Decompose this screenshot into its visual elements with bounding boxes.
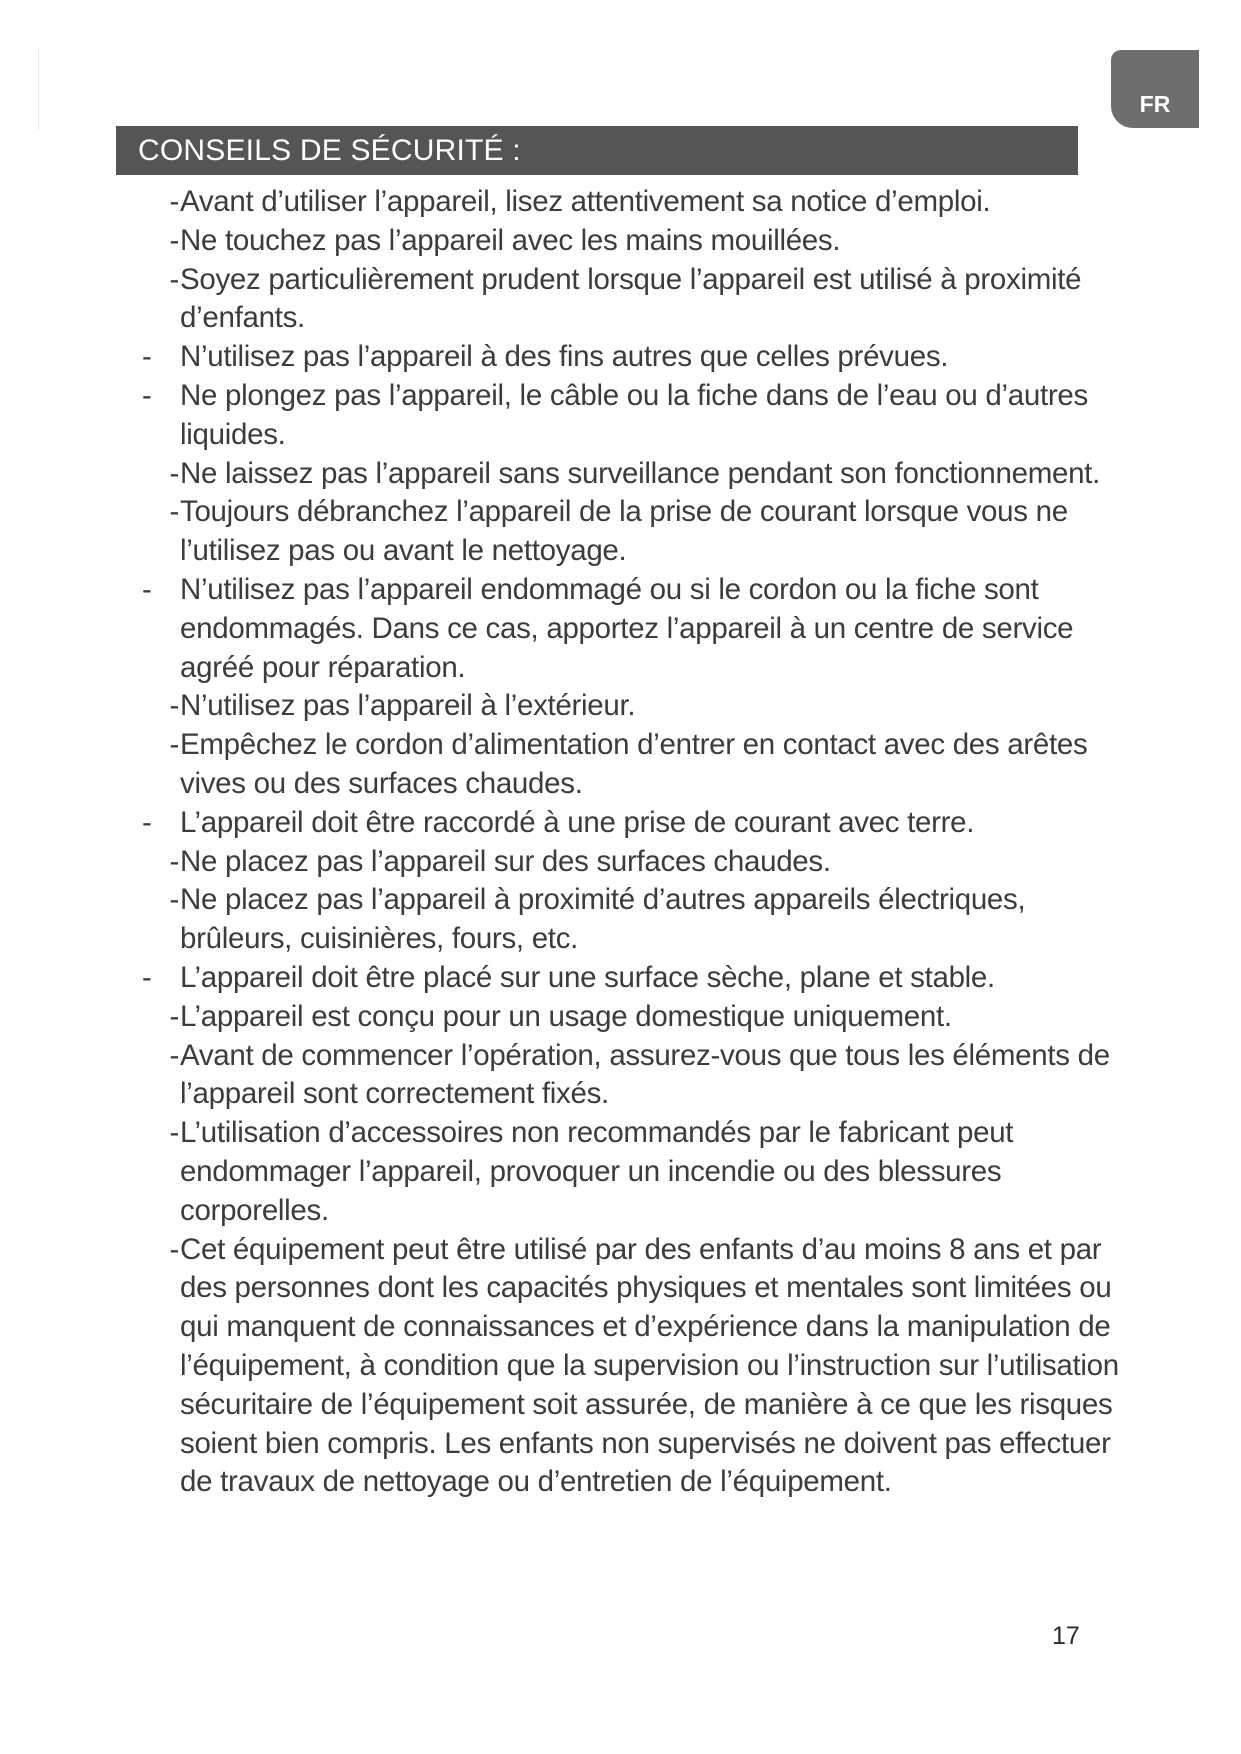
list-item xyxy=(140,881,1120,959)
language-tab: FR xyxy=(1111,50,1199,128)
item-text: L’appareil doit être placé sur une surface sèche, plane et stable. xyxy=(180,960,995,994)
item-text: Ne touchez pas l’appareil avec les mains mouillées. xyxy=(180,223,841,257)
item-text: Toujours débranchez l’appareil de la prise de courant lorsque vous ne l’utilisez pas ou avant le nettoyage. xyxy=(180,495,1068,568)
list-item xyxy=(140,804,1120,843)
bullet-dash: - xyxy=(142,378,152,412)
list-item xyxy=(140,998,1120,1037)
bullet-dash: - xyxy=(169,728,179,762)
page-number: 17 xyxy=(1052,1622,1080,1650)
item-text: Avant de commencer l’opération, assurez-vous que tous les éléments de l’appareil sont correctement fixés. xyxy=(180,1038,1110,1111)
list-item xyxy=(140,377,1120,455)
list-item xyxy=(140,338,1120,377)
item-text: Ne laissez pas l’appareil sans surveillance pendant son fonctionnement. xyxy=(180,456,1100,490)
bullet-dash: - xyxy=(169,883,179,917)
bullet-dash: - xyxy=(169,999,179,1033)
item-text: L’utilisation d’accessoires non recommandés par le fabricant peut endommager l’appareil, provoquer un incendie ou des blessures corporelles. xyxy=(180,1116,1014,1227)
bullet-dash: - xyxy=(142,805,152,839)
item-text: L’appareil doit être raccordé à une prise de courant avec terre. xyxy=(180,805,975,839)
safety-instructions-list xyxy=(140,183,1120,1502)
list-item xyxy=(140,183,1120,222)
bullet-dash: - xyxy=(169,689,179,723)
item-text: N’utilisez pas l’appareil à l’extérieur. xyxy=(180,689,636,723)
item-text: Ne placez pas l’appareil sur des surfaces chaudes. xyxy=(180,844,831,878)
item-text: Ne placez pas l’appareil à proximité d’autres appareils électriques, brûleurs, cuisinières, fours, etc. xyxy=(180,883,1026,956)
section-title: CONSEILS DE SÉCURITÉ : xyxy=(116,126,1078,175)
margin-line xyxy=(38,50,39,130)
list-item xyxy=(140,455,1120,494)
list-item xyxy=(140,1037,1120,1115)
bullet-dash: - xyxy=(169,495,179,529)
item-text: N’utilisez pas l’appareil à des fins autres que celles prévues. xyxy=(180,340,949,374)
bullet-dash: - xyxy=(169,1116,179,1150)
item-text: Cet équipement peut être utilisé par des enfants d’au moins 8 ans et par des personnes dont les capacités physiques et mentales sont limitées ou qui manquent de connaissances et d’expérience dans la manipulation de l’équipement, à condition que la supervision ou l’instruction sur l’utilisation sécuritaire de l’équipement soit assurée, de manière à ce que les risques soient bien compris. Les enfants non supervisés ne doivent pas effectuer de travaux de nettoyage ou d’entretien de l’équipement. xyxy=(180,1232,1119,1499)
bullet-dash: - xyxy=(169,1038,179,1072)
list-item xyxy=(140,726,1120,804)
list-item xyxy=(140,571,1120,687)
bullet-dash: - xyxy=(142,960,152,994)
item-text: N’utilisez pas l’appareil endommagé ou si le cordon ou la fiche sont endommagés. Dans ce cas, apportez l’appareil à un centre de service agréé pour réparation. xyxy=(180,572,1074,684)
list-item xyxy=(140,843,1120,882)
bullet-dash: - xyxy=(169,1232,179,1266)
list-item xyxy=(140,261,1120,339)
list-item xyxy=(140,493,1120,571)
item-text: Avant d’utiliser l’appareil, lisez attentivement sa notice d’emploi. xyxy=(180,185,991,218)
bullet-dash: - xyxy=(169,262,179,296)
item-text: Ne plongez pas l’appareil, le câble ou la fiche dans de l’eau ou d’autres liquides. xyxy=(180,378,1088,451)
list-item xyxy=(140,1231,1120,1503)
bullet-dash: - xyxy=(169,185,179,218)
bullet-dash: - xyxy=(169,223,179,257)
item-text: L’appareil est conçu pour un usage domestique uniquement. xyxy=(180,999,952,1033)
bullet-dash: - xyxy=(142,572,152,606)
list-item xyxy=(140,1114,1120,1230)
bullet-dash: - xyxy=(169,456,179,490)
bullet-dash: - xyxy=(169,844,179,878)
list-item xyxy=(140,687,1120,726)
list-item xyxy=(140,222,1120,261)
item-text: Soyez particulièrement prudent lorsque l’appareil est utilisé à proximité d’enfants. xyxy=(180,262,1082,335)
item-text: Empêchez le cordon d’alimentation d’entrer en contact avec des arêtes vives ou des surfaces chaudes. xyxy=(180,728,1088,800)
bullet-dash: - xyxy=(142,340,152,374)
list-item xyxy=(140,959,1120,998)
